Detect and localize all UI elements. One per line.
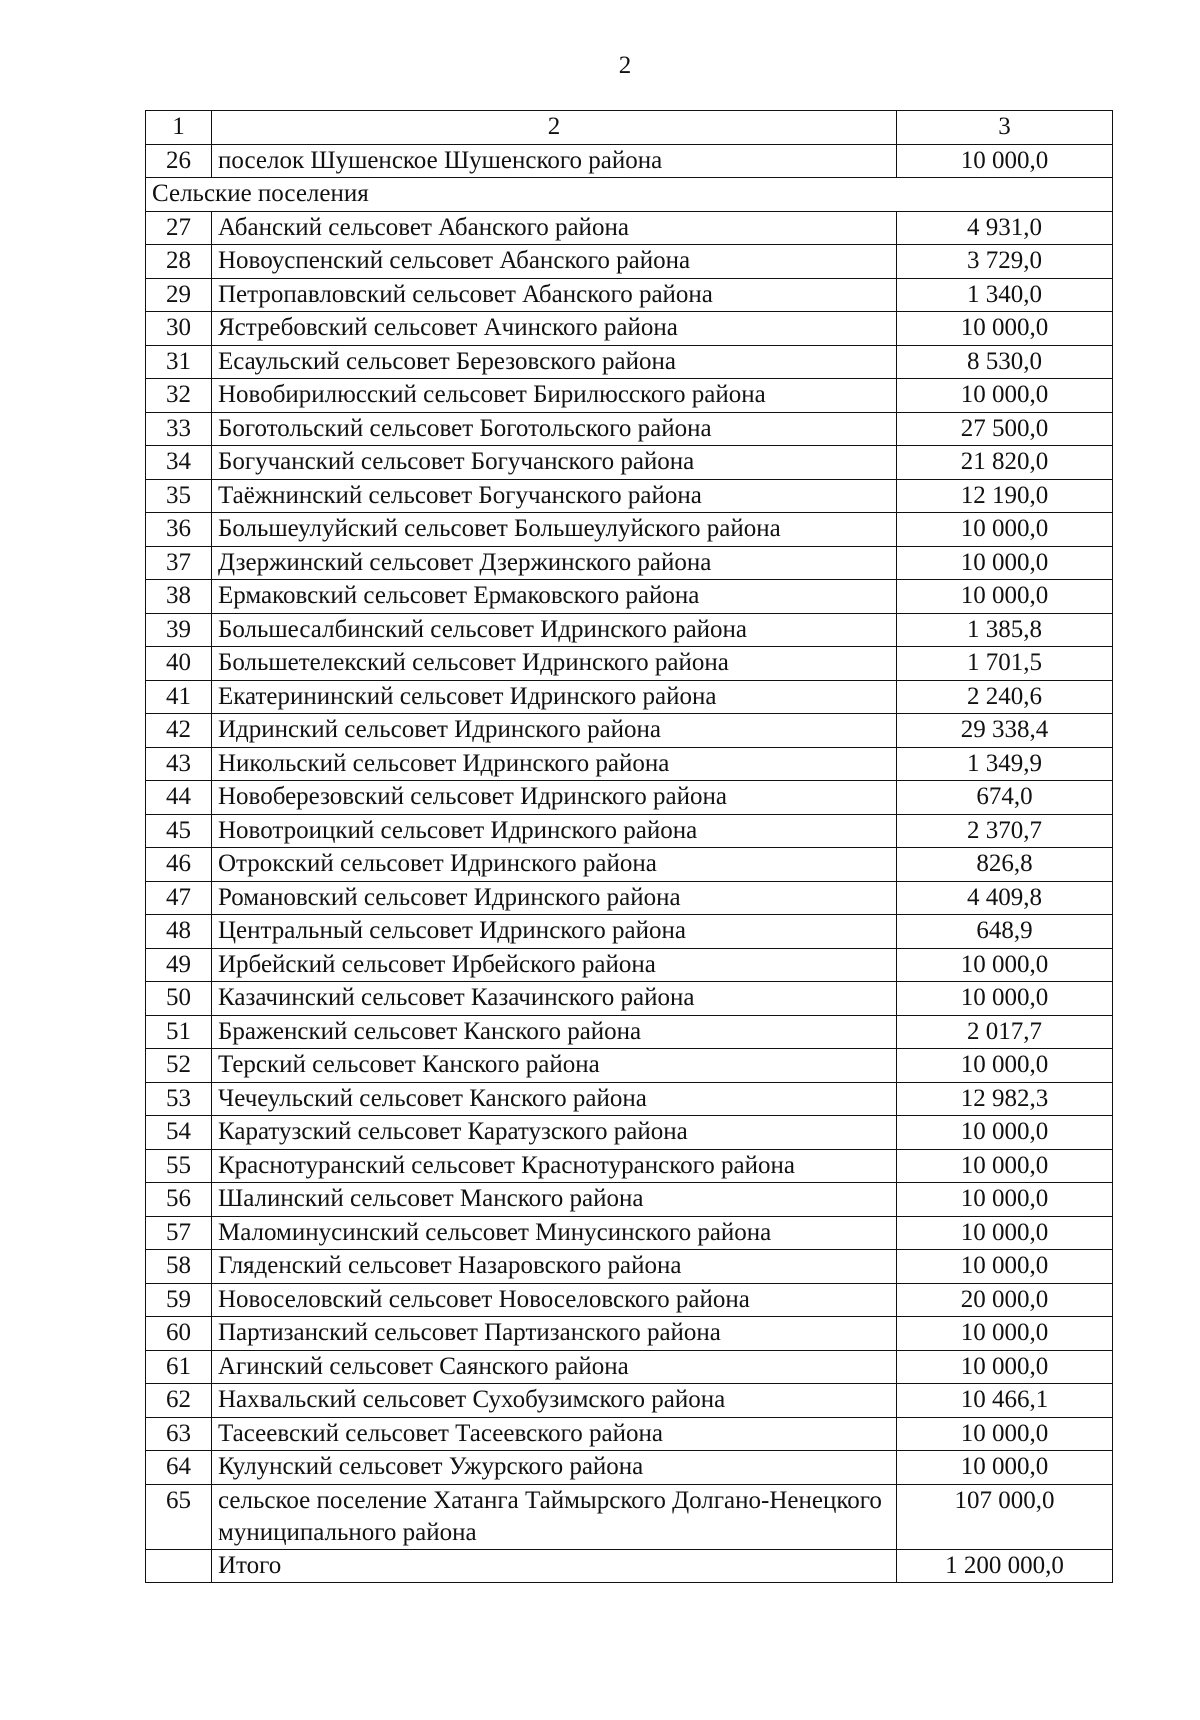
table-row xyxy=(146,479,1113,513)
table-row xyxy=(146,1350,1113,1384)
row-name: Шалинский сельсовет Манского района xyxy=(212,1183,897,1217)
row-name: Отрокский сельсовет Идринского района xyxy=(212,848,897,882)
header-col-3: 3 xyxy=(897,111,1113,145)
row-name: Партизанский сельсовет Партизанского района xyxy=(212,1317,897,1351)
row-name: Ермаковский сельсовет Ермаковского района xyxy=(212,580,897,614)
row-name: Петропавловский сельсовет Абанского района xyxy=(212,278,897,312)
row-number: 39 xyxy=(146,613,212,647)
page-number: 2 xyxy=(618,52,632,79)
row-name: Никольский сельсовет Идринского района xyxy=(212,747,897,781)
row-name: Новоуспенский сельсовет Абанского района xyxy=(212,245,897,279)
row-name: Ястребовский сельсовет Ачинского района xyxy=(212,312,897,346)
table-row xyxy=(146,312,1113,346)
allocation-table xyxy=(145,110,1113,1583)
row-number: 30 xyxy=(146,312,212,346)
row-name: Кулунский сельсовет Ужурского района xyxy=(212,1451,897,1485)
row-amount: 10 000,0 xyxy=(897,1049,1113,1083)
row-amount: 10 000,0 xyxy=(897,1350,1113,1384)
table-row xyxy=(146,647,1113,681)
table-row xyxy=(146,781,1113,815)
row-number: 53 xyxy=(146,1082,212,1116)
row-amount: 20 000,0 xyxy=(897,1283,1113,1317)
row-name: поселок Шушенское Шушенского района xyxy=(212,144,897,178)
row-name: Новотроицкий сельсовет Идринского района xyxy=(212,814,897,848)
row-amount: 12 190,0 xyxy=(897,479,1113,513)
row-number: 42 xyxy=(146,714,212,748)
table-row-wrapped xyxy=(146,1484,1113,1549)
row-number: 35 xyxy=(146,479,212,513)
table-row xyxy=(146,1082,1113,1116)
row-number: 28 xyxy=(146,245,212,279)
row-number: 40 xyxy=(146,647,212,681)
table-row xyxy=(146,881,1113,915)
row-name: Новобирилюсский сельсовет Бирилюсского района xyxy=(212,379,897,413)
row-amount: 10 000,0 xyxy=(897,1149,1113,1183)
row-name: Боготольский сельсовет Боготольского района xyxy=(212,412,897,446)
row-number: 49 xyxy=(146,948,212,982)
row-number: 55 xyxy=(146,1149,212,1183)
row-amount: 10 000,0 xyxy=(897,1417,1113,1451)
row-amount: 10 000,0 xyxy=(897,312,1113,346)
row-amount: 12 982,3 xyxy=(897,1082,1113,1116)
row-name: Казачинский сельсовет Казачинского района xyxy=(212,982,897,1016)
row-name: Браженский сельсовет Канского района xyxy=(212,1015,897,1049)
table-row xyxy=(146,680,1113,714)
row-name: Тасеевский сельсовет Тасеевского района xyxy=(212,1417,897,1451)
row-number: 43 xyxy=(146,747,212,781)
row-amount: 10 466,1 xyxy=(897,1384,1113,1418)
table-row xyxy=(146,513,1113,547)
row-number: 32 xyxy=(146,379,212,413)
table-row xyxy=(146,379,1113,413)
row-amount: 10 000,0 xyxy=(897,1317,1113,1351)
row-amount: 4 409,8 xyxy=(897,881,1113,915)
row-number: 46 xyxy=(146,848,212,882)
row-amount: 107 000,0 xyxy=(897,1484,1113,1549)
total-amount: 1 200 000,0 xyxy=(897,1549,1113,1583)
row-number: 57 xyxy=(146,1216,212,1250)
table-row xyxy=(146,1149,1113,1183)
row-amount: 10 000,0 xyxy=(897,513,1113,547)
row-amount: 10 000,0 xyxy=(897,1250,1113,1284)
row-name: Романовский сельсовет Идринского района xyxy=(212,881,897,915)
row-number: 38 xyxy=(146,580,212,614)
row-name: Богучанский сельсовет Богучанского района xyxy=(212,446,897,480)
table-row xyxy=(146,848,1113,882)
table-row xyxy=(146,1183,1113,1217)
row-number: 51 xyxy=(146,1015,212,1049)
row-amount: 10 000,0 xyxy=(897,546,1113,580)
row-amount: 1 340,0 xyxy=(897,278,1113,312)
row-number: 61 xyxy=(146,1350,212,1384)
row-amount: 1 385,8 xyxy=(897,613,1113,647)
table-row xyxy=(146,747,1113,781)
row-name: Терский сельсовет Канского района xyxy=(212,1049,897,1083)
row-number: 59 xyxy=(146,1283,212,1317)
row-name: Краснотуранский сельсовет Краснотуранского района xyxy=(212,1149,897,1183)
row-amount: 10 000,0 xyxy=(897,1451,1113,1485)
table-row xyxy=(146,211,1113,245)
row-amount: 1 701,5 xyxy=(897,647,1113,681)
row-number: 56 xyxy=(146,1183,212,1217)
table-row xyxy=(146,1250,1113,1284)
section-row xyxy=(146,178,1113,212)
table-row xyxy=(146,714,1113,748)
row-amount: 29 338,4 xyxy=(897,714,1113,748)
table-row xyxy=(146,1317,1113,1351)
row-name: Большетелекский сельсовет Идринского района xyxy=(212,647,897,681)
row-amount: 3 729,0 xyxy=(897,245,1113,279)
table-row xyxy=(146,546,1113,580)
table-row xyxy=(146,580,1113,614)
row-number: 62 xyxy=(146,1384,212,1418)
row-amount: 10 000,0 xyxy=(897,580,1113,614)
row-amount: 10 000,0 xyxy=(897,948,1113,982)
row-amount: 21 820,0 xyxy=(897,446,1113,480)
row-number: 47 xyxy=(146,881,212,915)
row-name: сельское поселение Хатанга Таймырского Долгано-Ненецкого муниципального района xyxy=(212,1484,897,1549)
table-row xyxy=(146,1116,1113,1150)
row-name: Новоселовский сельсовет Новоселовского района xyxy=(212,1283,897,1317)
row-amount: 674,0 xyxy=(897,781,1113,815)
row-number: 48 xyxy=(146,915,212,949)
row-amount: 826,8 xyxy=(897,848,1113,882)
row-amount: 10 000,0 xyxy=(897,982,1113,1016)
row-name: Таёжнинский сельсовет Богучанского района xyxy=(212,479,897,513)
table-row xyxy=(146,948,1113,982)
row-name: Большесалбинский сельсовет Идринского района xyxy=(212,613,897,647)
table-row xyxy=(146,245,1113,279)
row-number: 37 xyxy=(146,546,212,580)
row-amount: 27 500,0 xyxy=(897,412,1113,446)
row-number: 54 xyxy=(146,1116,212,1150)
table-row xyxy=(146,982,1113,1016)
row-number: 33 xyxy=(146,412,212,446)
total-label: Итого xyxy=(212,1549,897,1583)
table-row xyxy=(146,1417,1113,1451)
table-row xyxy=(146,345,1113,379)
row-name: Гляденский сельсовет Назаровского района xyxy=(212,1250,897,1284)
row-number: 50 xyxy=(146,982,212,1016)
row-number: 52 xyxy=(146,1049,212,1083)
row-amount: 648,9 xyxy=(897,915,1113,949)
row-number: 60 xyxy=(146,1317,212,1351)
row-number: 27 xyxy=(146,211,212,245)
row-amount: 10 000,0 xyxy=(897,379,1113,413)
row-number: 36 xyxy=(146,513,212,547)
row-number: 58 xyxy=(146,1250,212,1284)
row-name: Ирбейский сельсовет Ирбейского района xyxy=(212,948,897,982)
row-amount: 1 349,9 xyxy=(897,747,1113,781)
row-amount: 8 530,0 xyxy=(897,345,1113,379)
row-name: Маломинусинский сельсовет Минусинского района xyxy=(212,1216,897,1250)
row-amount: 10 000,0 xyxy=(897,144,1113,178)
row-name: Нахвальский сельсовет Сухобузимского района xyxy=(212,1384,897,1418)
row-name: Абанский сельсовет Абанского района xyxy=(212,211,897,245)
table-row xyxy=(146,613,1113,647)
table-row xyxy=(146,1049,1113,1083)
row-amount: 4 931,0 xyxy=(897,211,1113,245)
row-amount: 2 017,7 xyxy=(897,1015,1113,1049)
row-name: Агинский сельсовет Саянского района xyxy=(212,1350,897,1384)
row-name: Есаульский сельсовет Березовского района xyxy=(212,345,897,379)
row-name: Екатерининский сельсовет Идринского района xyxy=(212,680,897,714)
total-row xyxy=(146,1549,1113,1583)
table-header-row xyxy=(146,111,1113,145)
row-name: Идринский сельсовет Идринского района xyxy=(212,714,897,748)
header-col-2: 2 xyxy=(212,111,897,145)
row-name: Дзержинский сельсовет Дзержинского района xyxy=(212,546,897,580)
table-row xyxy=(146,915,1113,949)
table-row xyxy=(146,278,1113,312)
header-col-1: 1 xyxy=(146,111,212,145)
row-number: 64 xyxy=(146,1451,212,1485)
table-row xyxy=(146,144,1113,178)
row-number: 29 xyxy=(146,278,212,312)
table-row xyxy=(146,412,1113,446)
total-blank-cell xyxy=(146,1549,212,1583)
section-title: Сельские поселения xyxy=(146,178,1113,212)
row-number: 26 xyxy=(146,144,212,178)
row-number: 41 xyxy=(146,680,212,714)
table-row xyxy=(146,1216,1113,1250)
row-name: Каратузский сельсовет Каратузского района xyxy=(212,1116,897,1150)
row-amount: 10 000,0 xyxy=(897,1216,1113,1250)
row-amount: 10 000,0 xyxy=(897,1183,1113,1217)
table-row xyxy=(146,814,1113,848)
row-number: 44 xyxy=(146,781,212,815)
row-number: 31 xyxy=(146,345,212,379)
table-row xyxy=(146,1384,1113,1418)
row-amount: 10 000,0 xyxy=(897,1116,1113,1150)
table-row xyxy=(146,446,1113,480)
table-row xyxy=(146,1283,1113,1317)
row-amount: 2 240,6 xyxy=(897,680,1113,714)
row-name: Чечеульский сельсовет Канского района xyxy=(212,1082,897,1116)
row-number: 65 xyxy=(146,1484,212,1549)
row-name: Большеулуйский сельсовет Большеулуйского района xyxy=(212,513,897,547)
table-row xyxy=(146,1015,1113,1049)
row-number: 45 xyxy=(146,814,212,848)
row-amount: 2 370,7 xyxy=(897,814,1113,848)
row-name: Центральный сельсовет Идринского района xyxy=(212,915,897,949)
row-number: 34 xyxy=(146,446,212,480)
row-name: Новоберезовский сельсовет Идринского района xyxy=(212,781,897,815)
table-row xyxy=(146,1451,1113,1485)
row-number: 63 xyxy=(146,1417,212,1451)
